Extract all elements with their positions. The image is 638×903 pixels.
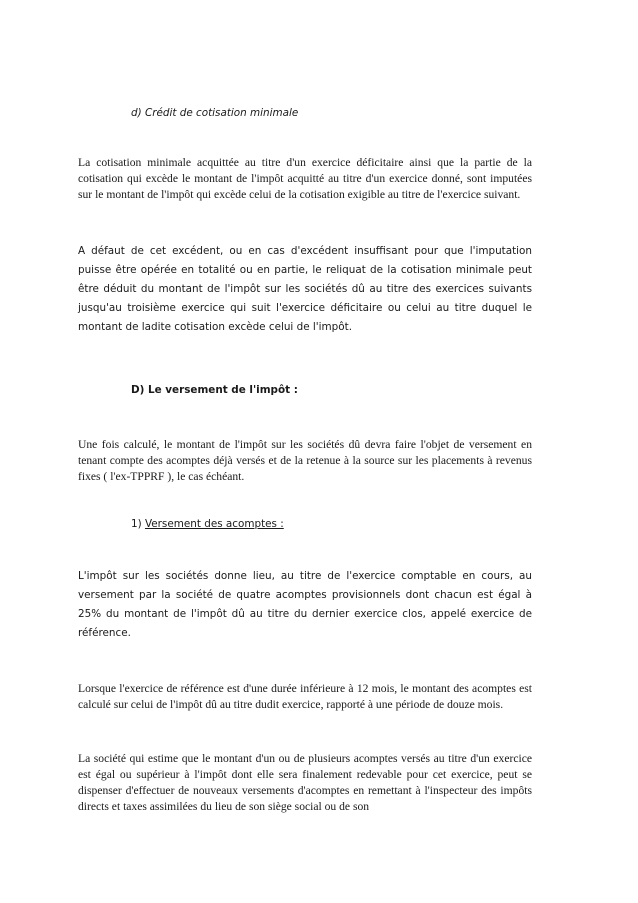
subheading-versement-acomptes: [131, 515, 531, 534]
heading-versement-impot: D) Le versement de l'impôt :: [131, 384, 298, 396]
paragraph-dispense-versements: La société qui estime que le montant d'un ou de plusieurs acomptes versés au titre d'un exercice est égal ou supérieur à l'impôt dont elle sera finalement redevable pour cet exercice, peut se dispenser d'effectuer de nouveaux versements d'acomptes en remettant à l'inspecteur des impôts directs et taxes assimilées du lieu de son siège social ou de son: [78, 752, 532, 813]
paragraph-calcul-impot: Une fois calculé, le montant de l'impôt sur les sociétés dû devra faire l'objet de versement en tenant compte des acomptes déjà versés et de la retenue à la source sur les placements à revenus fixes ( l'ex-TPPRF ), le cas échéant.: [78, 438, 532, 483]
paragraph-exercice-reference: Lorsque l'exercice de référence est d'une durée inférieure à 12 mois, le montant des acomptes est calculé sur celui de l'impôt dû au titre dudit exercice, rapporté à une période de douze mois.: [78, 682, 532, 711]
paragraph-cotisation-minimale: La cotisation minimale acquittée au titre d'un exercice déficitaire ainsi que la partie de la cotisation qui excède le montant de l'impôt acquitté au titre d'un exercice donné, sont imputées sur le montant de l'impôt qui excède celui de la cotisation exigible au titre de l'exercice suivant.: [78, 156, 532, 201]
subheading-number: 1): [131, 518, 145, 530]
paragraph-acomptes-provisionnels: L'impôt sur les sociétés donne lieu, au titre de l'exercice comptable en cours, au versement par la société de quatre acomptes provisionnels dont chacun est égal à 25% du montant de l'impôt dû au titre du dernier exercice clos, appelé exercice de référence.: [78, 570, 532, 639]
heading-credit-cotisation: d) Crédit de cotisation minimale: [131, 107, 299, 119]
subheading-title: Versement des acomptes :: [144, 518, 284, 530]
paragraph-defaut-excedent: A défaut de cet excédent, ou en cas d'excédent insuffisant pour que l'imputation puisse être opérée en totalité ou en partie, le reliquat de la cotisation minimale peut être déduit du montant de l'impôt sur les sociétés dû au titre des exercices suivants jusqu'au troisième exercice qui suit l'exercice déficitaire ou celui au titre duquel le montant de ladite cotisation excède celui de l'impôt.: [78, 245, 532, 333]
